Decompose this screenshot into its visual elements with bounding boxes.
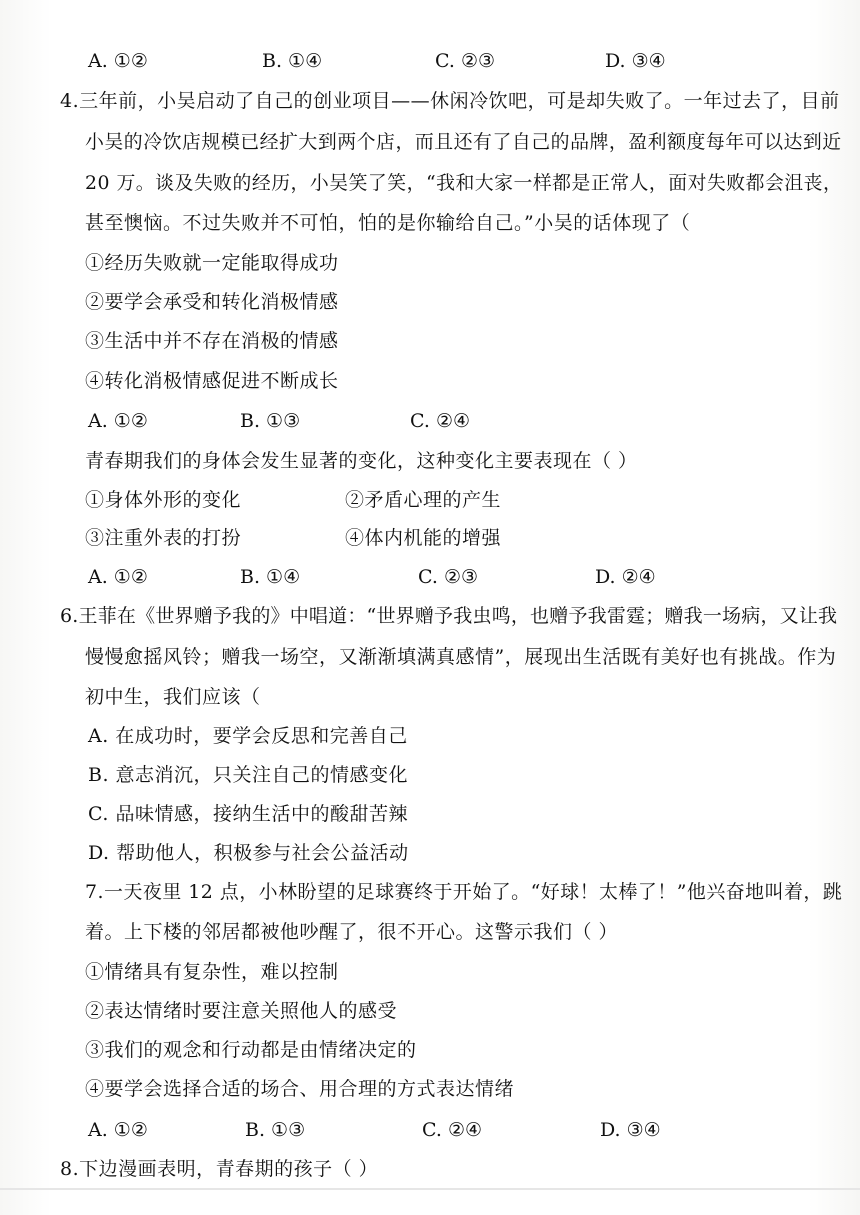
option-d: D. ③④ xyxy=(605,50,666,72)
q6-option-d: D. 帮助他人，积极参与社会公益活动 xyxy=(88,842,409,864)
option-b: B. ①④ xyxy=(262,50,323,72)
q7-stem-line-2: 着。上下楼的邻居都被他吵醒了，很不开心。这警示我们（ ） xyxy=(85,921,619,943)
q7-item-4: ④要学会选择合适的场合、用合理的方式表达情绪 xyxy=(85,1078,515,1100)
q4-options xyxy=(0,408,860,438)
q6-option-b: B. 意志消沉，只关注自己的情感变化 xyxy=(88,764,409,786)
q6-option-c: C. 品味情感，接纳生活中的酸甜苦辣 xyxy=(88,803,408,825)
q6-stem-line-2: 慢慢愈摇风铃；赠我一场空，又渐渐填满真感情”，展现出生活既有美好也有挑战。作为 xyxy=(85,646,837,668)
q4-item-3: ③生活中并不存在消极的情感 xyxy=(85,330,339,352)
q5-options xyxy=(0,564,860,594)
q5-item-1: ①身体外形的变化 xyxy=(85,489,242,511)
option-d: D. ②④ xyxy=(595,566,656,588)
option-b: B. ①③ xyxy=(240,410,301,432)
option-c: C. ②③ xyxy=(418,566,479,588)
option-a: A. ①② xyxy=(88,566,148,588)
q4-item-1: ①经历失败就一定能取得成功 xyxy=(85,252,339,274)
q6-stem-line-3: 初中生，我们应该（ xyxy=(85,686,261,708)
q7-item-1: ①情绪具有复杂性，难以控制 xyxy=(85,961,339,983)
q5-item-4: ④体内机能的增强 xyxy=(345,527,502,549)
q7-options xyxy=(0,1117,860,1147)
q4-stem-line-2: 小吴的冷饮店规模已经扩大到两个店，而且还有了自己的品牌，盈利额度每年可以达到近 xyxy=(85,131,842,153)
q6-stem-line-1: 6.王菲在《世界赠予我的》中唱道：“世界赠予我虫鸣，也赠予我雷霆；赠我一场病，又让我 xyxy=(60,605,838,627)
q6-option-a: A. 在成功时，要学会反思和完善自己 xyxy=(88,725,408,747)
option-a: A. ①② xyxy=(88,1119,148,1141)
option-b: B. ①③ xyxy=(245,1119,306,1141)
q5-item-3: ③注重外表的打扮 xyxy=(85,527,242,549)
q4-stem-line-3: 20 万。谈及失败的经历，小吴笑了笑，“我和大家一样都是正常人，面对失败都会沮丧， xyxy=(85,172,843,194)
q4-stem-line-4: 甚至懊恼。不过失败并不可怕，怕的是你输给自己。”小吴的话体现了（ xyxy=(85,212,691,234)
q4-item-4: ④转化消极情感促进不断成长 xyxy=(85,370,339,392)
option-c: C. ②④ xyxy=(410,410,471,432)
prev-question-options xyxy=(0,48,860,78)
page-bottom-divider xyxy=(0,1188,860,1190)
option-a: A. ①② xyxy=(88,410,148,432)
q7-stem-line-1: 7.一天夜里 12 点，小林盼望的足球赛终于开始了。“好球！太棒了！”他兴奋地叫着，跳 xyxy=(85,881,843,903)
option-b: B. ①④ xyxy=(240,566,301,588)
q5-item-2: ②矛盾心理的产生 xyxy=(345,489,502,511)
q7-item-3: ③我们的观念和行动都是由情绪决定的 xyxy=(85,1039,417,1061)
q4-item-2: ②要学会承受和转化消极情感 xyxy=(85,291,339,313)
option-c: C. ②③ xyxy=(435,50,496,72)
option-d: D. ③④ xyxy=(600,1119,661,1141)
q8-stem: 8.下边漫画表明，青春期的孩子（ ） xyxy=(60,1158,379,1180)
q5-stem: 青春期我们的身体会发生显著的变化，这种变化主要表现在（ ） xyxy=(85,450,638,472)
option-a: A. ①② xyxy=(88,50,148,72)
q7-item-2: ②表达情绪时要注意关照他人的感受 xyxy=(85,1000,398,1022)
option-c: C. ②④ xyxy=(422,1119,483,1141)
q4-stem-line-1: 4.三年前，小吴启动了自己的创业项目——休闲冷饮吧，可是却失败了。一年过去了，目前 xyxy=(60,90,840,112)
